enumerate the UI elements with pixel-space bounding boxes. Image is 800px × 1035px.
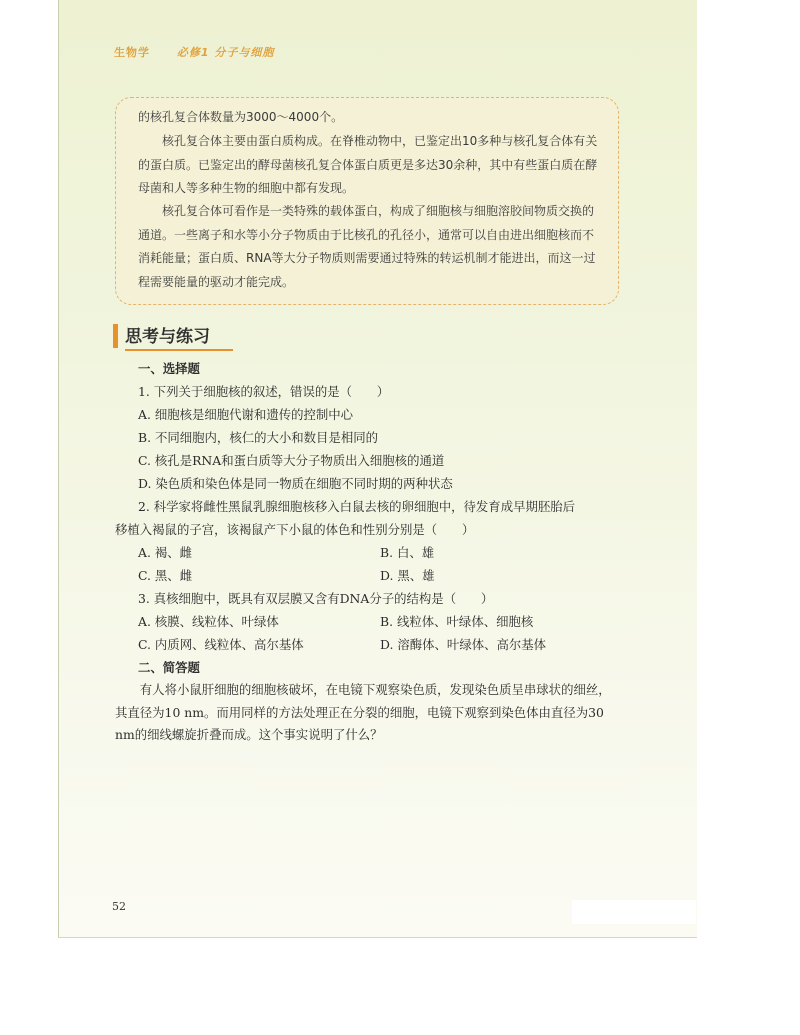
section-accent-bar bbox=[113, 324, 118, 348]
question-2-option-c: C. 黑、雌 bbox=[138, 568, 193, 583]
section-underline bbox=[125, 349, 233, 351]
page-number: 52 bbox=[112, 900, 126, 913]
question-2-option-a: A. 褐、雌 bbox=[138, 545, 192, 560]
choice-heading: 一、选择题 bbox=[138, 361, 200, 376]
question-3-option-c: C. 内质网、线粒体、高尔基体 bbox=[138, 637, 304, 652]
question-1-option-c: C. 核孔是RNA和蛋白质等大分子物质出入细胞核的通道 bbox=[138, 453, 445, 468]
short-answer-heading: 二、简答题 bbox=[138, 660, 200, 675]
header-subject: 生物学 bbox=[114, 46, 150, 59]
question-2-stem-line2: 移植入褐鼠的子宫，该褐鼠产下小鼠的体色和性别分别是（ ） bbox=[115, 522, 475, 537]
info-paragraph: 的核孔复合体数量为3000～4000个。 bbox=[138, 110, 344, 124]
header-book: 必修1 分子与细胞 bbox=[176, 46, 275, 59]
question-1-option-d: D. 染色质和染色体是同一物质在细胞不同时期的两种状态 bbox=[138, 476, 453, 491]
question-1-stem: 1. 下列关于细胞核的叙述，错误的是（ ） bbox=[138, 384, 390, 399]
question-3-option-a: A. 核膜、线粒体、叶绿体 bbox=[138, 614, 279, 629]
question-3-option-b: B. 线粒体、叶绿体、细胞核 bbox=[380, 614, 534, 629]
question-1-option-b: B. 不同细胞内，核仁的大小和数目是相同的 bbox=[138, 430, 379, 445]
question-2-option-b: B. 白、雄 bbox=[380, 545, 435, 560]
info-paragraph: 核孔复合体可看作是一类特殊的载体蛋白，构成了细胞核与细胞溶胶间物质交换的通道。一些离子和水等小分子物质由于比核孔的孔径小，通常可以自由进出细胞核而不消耗能量；蛋白质、RNA等大分子物质则需要通过特殊的转运机制才能进出，而这一过程需要能量的驱动才能完成。 bbox=[138, 204, 596, 289]
info-paragraph: 核孔复合体主要由蛋白质构成。在脊椎动物中，已鉴定出10多种与核孔复合体有关的蛋白质。已鉴定出的酵母菌核孔复合体蛋白质更是多达30余种，其中有些蛋白质在酵母菌和人等多种生物的细胞中都有发现。 bbox=[138, 134, 598, 195]
section-title: 思考与练习 bbox=[125, 327, 210, 347]
question-3-option-d: D. 溶酶体、叶绿体、高尔基体 bbox=[380, 637, 547, 652]
scan-patch bbox=[572, 900, 696, 924]
short-answer-question: 有人将小鼠肝细胞的细胞核破坏，在电镜下观察染色质，发现染色质呈串球状的细丝，其直径为10 nm。而用同样的方法处理正在分裂的细胞，电镜下观察到染色体由直径为30 nm的细线螺旋折叠而成。这个事实说明了什么？ bbox=[115, 682, 611, 742]
question-2-stem-line1: 2. 科学家将雌性黑鼠乳腺细胞核移入白鼠去核的卵细胞中，待发育成早期胚胎后 bbox=[138, 499, 576, 514]
question-2-option-d: D. 黑、雄 bbox=[380, 568, 435, 583]
running-header bbox=[114, 44, 274, 60]
question-1-option-a: A. 细胞核是细胞代谢和遗传的控制中心 bbox=[138, 407, 354, 422]
question-3-stem: 3. 真核细胞中，既具有双层膜又含有DNA分子的结构是（ ） bbox=[138, 591, 494, 606]
